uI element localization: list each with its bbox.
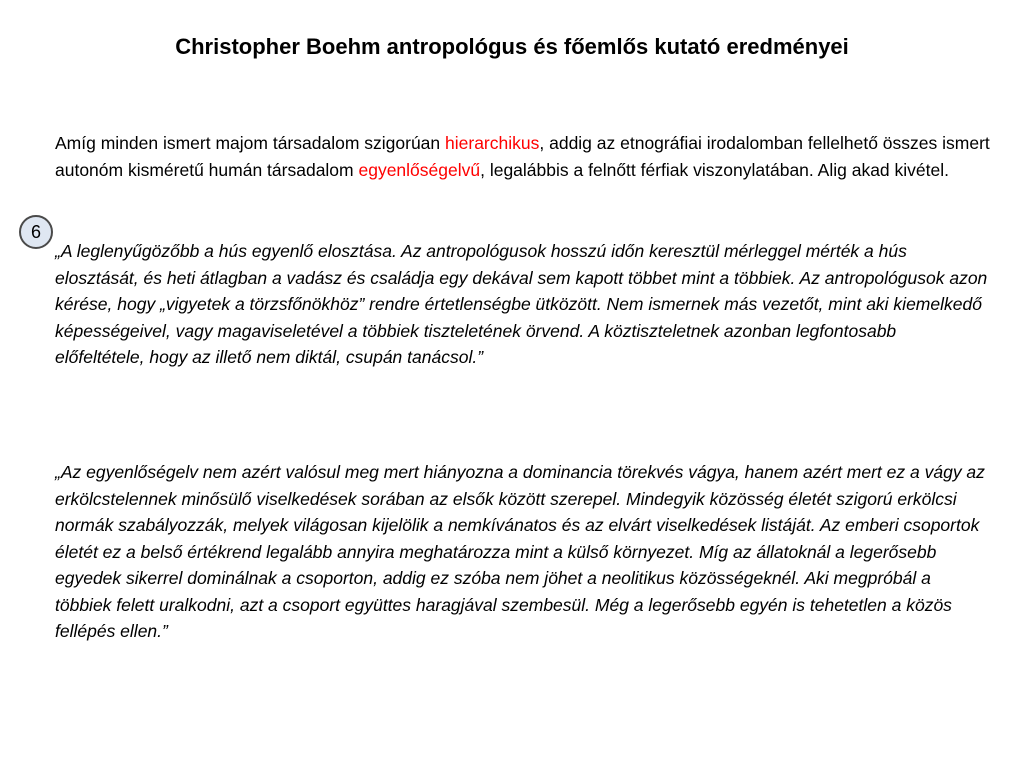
intro-text-2: , addig az etnográfiai irodalomban fellelhető összes ismert autonóm kisméretű humán társadalom xyxy=(55,133,990,180)
quote-paragraph-1: „A leglenyűgözőbb a hús egyenlő elosztása. Az antropológusok hosszú időn keresztül mérleggel mérték a hús elosztását, és heti átlagban a vadász és családja egy dekával sem kapott többet mint a többiek. Az antropológusok azon kérése, hogy „vigyetek a törzsfőnökhöz” rendre értetlenségbe ütközött. Nem ismernek más vezetőt, mint aki kiemelkedő képességeivel, vagy magaviseletével a többiek tiszteletének örvend. A köztiszteletnek azonban legfontosabb előfeltétele, hogy az illető nem diktál, csupán tanácsol.” xyxy=(55,241,988,367)
intro-text-1: Amíg minden ismert majom társadalom szigorúan xyxy=(55,133,446,153)
intro-text-3: , legalábbis a felnőtt férfiak viszonylatában. Alig akad kivétel. xyxy=(480,159,949,180)
highlight-egyenlosegelvu: egyenlőségelvű xyxy=(358,159,481,180)
slide-title: Christopher Boehm antropológus és főemlős kutató eredményei xyxy=(175,34,849,59)
highlight-hierarchikus: hierarchikus xyxy=(445,133,540,153)
quote-paragraph-2: „Az egyenlőségelv nem azért valósul meg mert hiányozna a dominancia törekvés vágya, hanem azért mert ez a vágy az erkölcstelennek minősülő viselkedések sorában az elsők között szerepel. Mindegyik közösség életét szigorú erkölcsi normák szabályozzák, melyek világosan kijelölik a nemkívánatos és az elvárt viselkedések listáját. Az emberi csoportok életét ez a belső értékrend legalább annyira meghatározza mint a külső környezet. Míg az állatoknál a legerősebb egyedek sikerrel dominálnak a csoporton, addig ez szóba nem jöhet a neolitikus közösségeknél. Aki megpróbál a többiek felett uralkodni, azt a csoport együttes haragjával szembesül. Még a legerősebb egyén is tehetetlen a közös fellépés ellen.” xyxy=(55,462,985,641)
page-number-badge: 6 xyxy=(19,215,53,249)
intro-paragraph xyxy=(55,130,995,183)
